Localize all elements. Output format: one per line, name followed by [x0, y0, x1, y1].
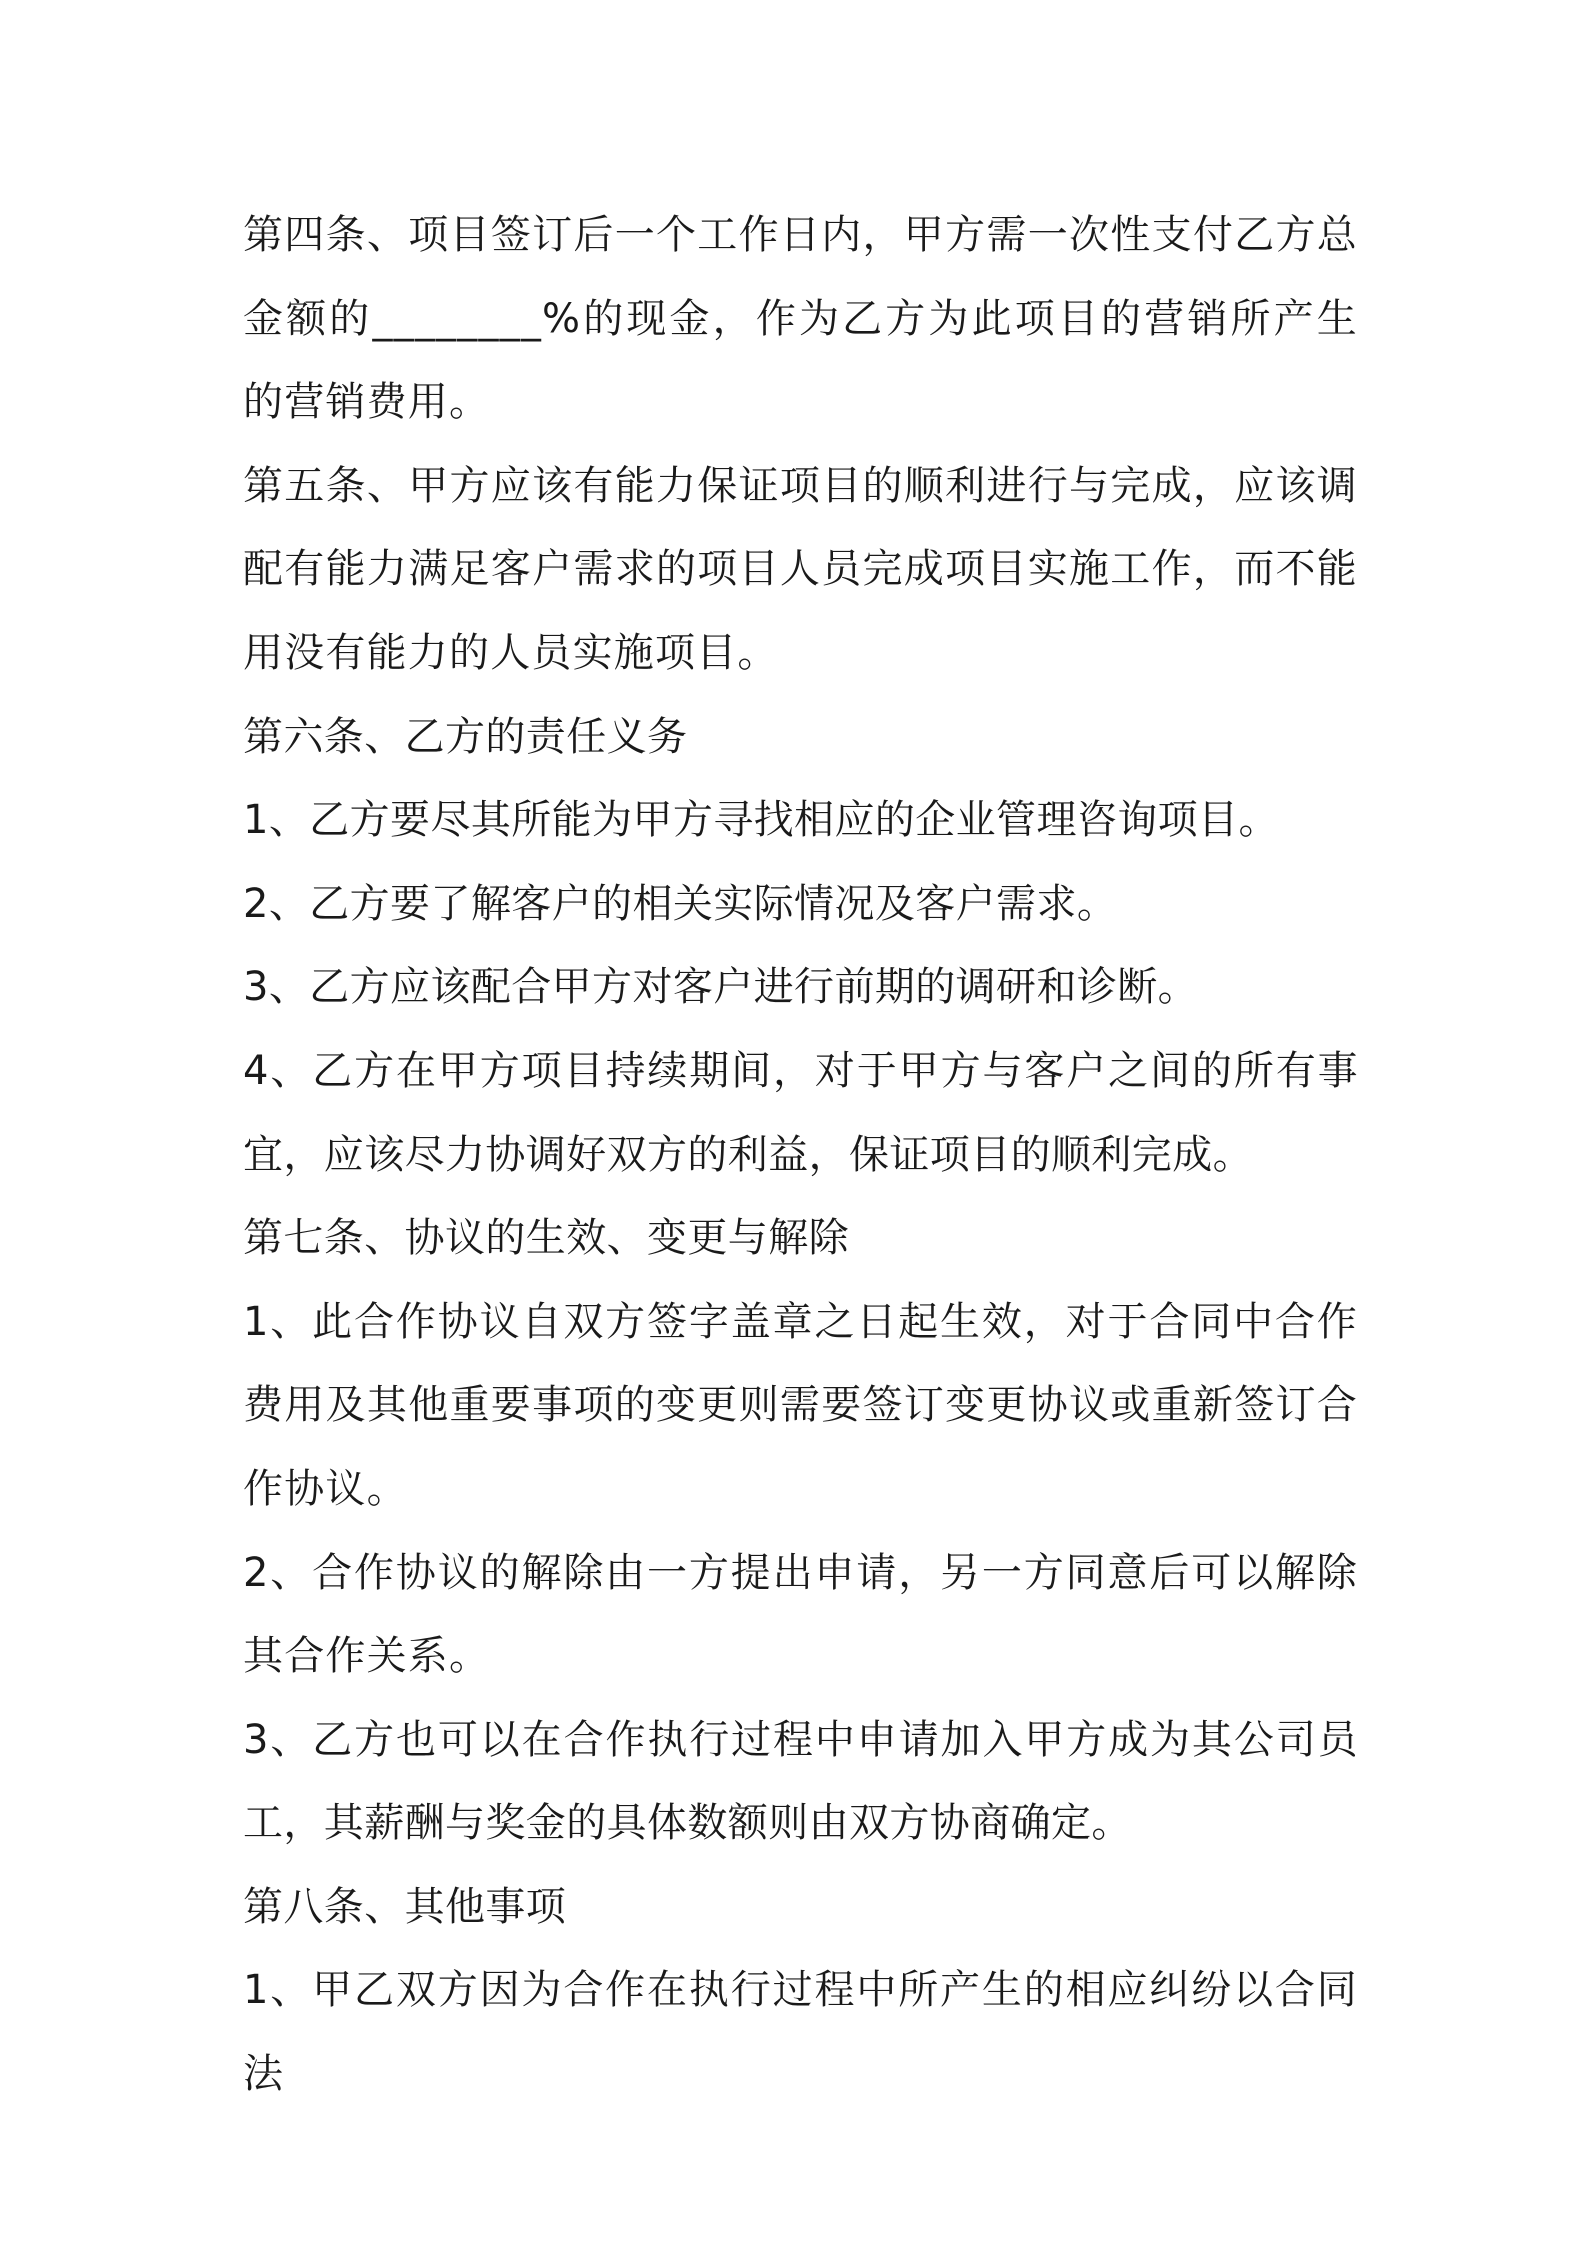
article-6-item-3: 3、乙方应该配合甲方对客户进行前期的调研和诊断。: [243, 964, 1199, 1011]
article-4-paragraph: 第四条、项目签订后一个工作日内，甲方需一次性支付乙方总金额的________%的现金，作为乙方为此项目的营销所产生的营销费用。: [243, 212, 1358, 426]
article-8-item-1: 1、甲乙双方因为合作在执行过程中所产生的相应纠纷以合同法: [243, 1967, 1358, 2098]
article-6-heading: 第六条、乙方的责任义务: [243, 713, 688, 760]
document-body: [243, 194, 1358, 2117]
article-7-item-1: 1、此合作协议自双方签字盖章之日起生效，对于合同中合作费用及其他重要事项的变更则需要签订变更协议或重新签订合作协议。: [243, 1298, 1358, 1512]
article-7-item-2: 2、合作协议的解除由一方提出申请，另一方同意后可以解除其合作关系。: [243, 1549, 1358, 1680]
article-7-heading: 第七条、协议的生效、变更与解除: [243, 1215, 849, 1262]
article-6-item-2: 2、乙方要了解客户的相关实际情况及客户需求。: [243, 880, 1118, 927]
article-5-paragraph: 第五条、甲方应该有能力保证项目的顺利进行与完成，应该调配有能力满足客户需求的项目人员完成项目实施工作，而不能用没有能力的人员实施项目。: [243, 462, 1358, 676]
article-8-heading: 第八条、其他事项: [243, 1883, 567, 1930]
article-6-item-4: 4、乙方在甲方项目持续期间，对于甲方与客户之间的所有事宜，应该尽力协调好双方的利益，保证项目的顺利完成。: [243, 1047, 1358, 1178]
article-7-item-3: 3、乙方也可以在合作执行过程中申请加入甲方成为其公司员工，其薪酬与奖金的具体数额则由双方协商确定。: [243, 1716, 1358, 1847]
article-6-item-1: 1、乙方要尽其所能为甲方寻找相应的企业管理咨询项目。: [243, 797, 1279, 844]
